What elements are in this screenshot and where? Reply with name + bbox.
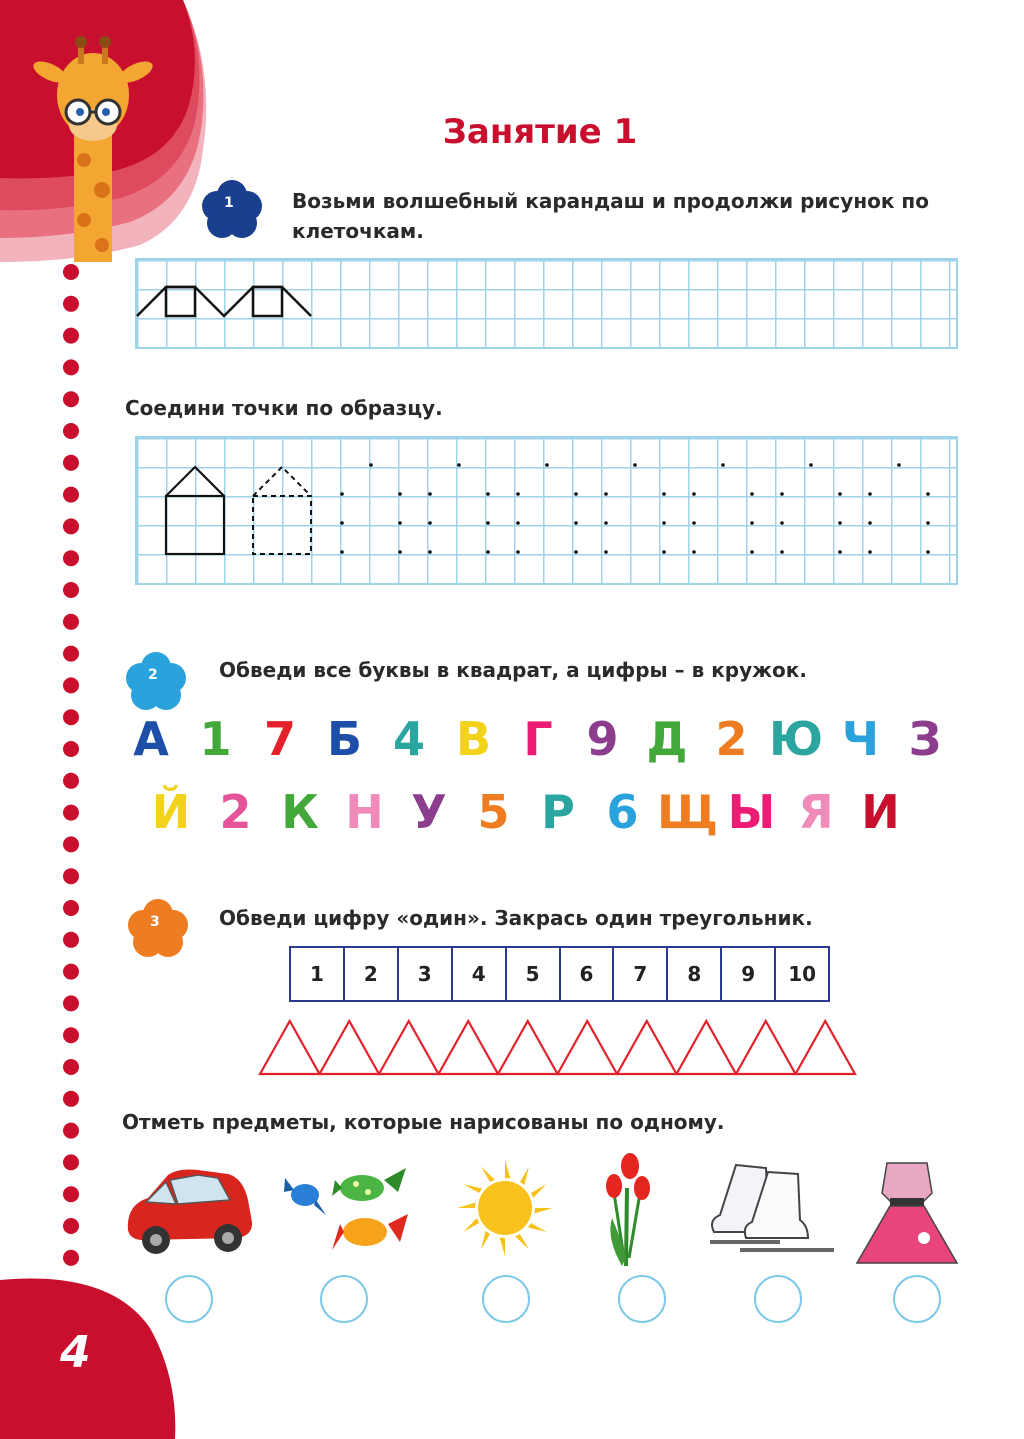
triangle-5[interactable] (498, 1021, 558, 1074)
candies-icon (280, 1160, 415, 1260)
triangle-2[interactable] (320, 1021, 380, 1074)
letters-row-2 (0, 785, 1024, 845)
triangle-3[interactable] (379, 1021, 439, 1074)
sun-icon (455, 1158, 555, 1258)
skates-icon (706, 1160, 841, 1260)
task-2-instruction: Обведи все буквы в квадрат, а цифры – в кружок. (219, 658, 807, 682)
answer-circle-skates[interactable] (754, 1275, 802, 1323)
char-row1-1[interactable]: 1 (199, 712, 232, 766)
triangle-1[interactable] (260, 1021, 320, 1074)
char-row2-3[interactable]: Н (345, 785, 384, 839)
number-cell-2[interactable]: 2 (345, 948, 399, 1000)
number-cell-7[interactable]: 7 (614, 948, 668, 1000)
number-cell-1[interactable]: 1 (291, 948, 345, 1000)
triangle-6[interactable] (558, 1021, 618, 1074)
answer-circle-dress[interactable] (893, 1275, 941, 1323)
task-3-number: 3 (150, 914, 160, 930)
task-1-instruction: Возьми волшебный карандаш и продолжи рисунок по клеточкам. (292, 189, 929, 243)
task-4-instruction: Отметь предметы, которые нарисованы по одному. (122, 1110, 725, 1134)
char-row1-4[interactable]: 4 (392, 712, 425, 766)
char-row2-10[interactable]: Я (798, 785, 834, 839)
char-row1-0[interactable]: А (133, 712, 169, 766)
letters-row-1 (0, 712, 1024, 772)
task-3-instruction: Обведи цифру «один». Закрась один треугольник. (219, 906, 813, 930)
lesson-title: Занятие 1 (442, 112, 638, 152)
triangle-8[interactable] (677, 1021, 737, 1074)
char-row1-12[interactable]: З (908, 712, 942, 766)
triangle-7[interactable] (617, 1021, 677, 1074)
dots-pattern (135, 436, 957, 584)
tulips-icon (602, 1148, 652, 1268)
number-cell-5[interactable]: 5 (507, 948, 561, 1000)
char-row2-2[interactable]: К (281, 785, 319, 839)
char-row2-8[interactable]: Щ (657, 785, 718, 839)
task-1-number: 1 (224, 195, 234, 211)
number-cell-4[interactable]: 4 (453, 948, 507, 1000)
number-cell-6[interactable]: 6 (561, 948, 615, 1000)
char-row2-0[interactable]: Й (151, 785, 191, 839)
char-row2-4[interactable]: У (411, 785, 447, 839)
char-row1-8[interactable]: Д (646, 712, 688, 766)
number-cell-8[interactable]: 8 (668, 948, 722, 1000)
answer-circle-tulips[interactable] (618, 1275, 666, 1323)
char-row1-7[interactable]: 9 (586, 712, 619, 766)
task-1b-instruction: Соедини точки по образцу. (125, 396, 443, 420)
task-2-number: 2 (148, 667, 158, 683)
page-number: 4 (60, 1327, 91, 1378)
number-cell-9[interactable]: 9 (722, 948, 776, 1000)
char-row1-3[interactable]: Б (326, 712, 363, 766)
char-row2-5[interactable]: 5 (477, 785, 510, 839)
char-row2-11[interactable]: И (861, 785, 900, 839)
char-row1-5[interactable]: В (455, 712, 492, 766)
char-row1-9[interactable]: 2 (715, 712, 748, 766)
char-row1-10[interactable]: Ю (769, 712, 823, 766)
triangle-10[interactable] (796, 1021, 856, 1074)
char-row1-6[interactable]: Г (523, 712, 553, 766)
char-row1-11[interactable]: Ч (841, 712, 880, 766)
pattern-sample (135, 258, 335, 348)
triangles-row[interactable] (258, 1018, 858, 1078)
char-row1-2[interactable]: 7 (263, 712, 296, 766)
char-row2-1[interactable]: 2 (219, 785, 252, 839)
triangle-9[interactable] (736, 1021, 796, 1074)
car-icon (118, 1160, 258, 1260)
answer-circle-candies[interactable] (320, 1275, 368, 1323)
char-row2-7[interactable]: 6 (606, 785, 639, 839)
dress-icon (852, 1158, 962, 1268)
answer-circle-car[interactable] (165, 1275, 213, 1323)
char-row2-9[interactable]: Ы (727, 785, 776, 839)
char-row2-6[interactable]: Р (541, 785, 575, 839)
number-cell-10[interactable]: 10 (788, 962, 817, 986)
answer-circle-sun[interactable] (482, 1275, 530, 1323)
triangle-4[interactable] (439, 1021, 499, 1074)
number-row (289, 946, 830, 1002)
number-cell-3[interactable]: 3 (399, 948, 453, 1000)
